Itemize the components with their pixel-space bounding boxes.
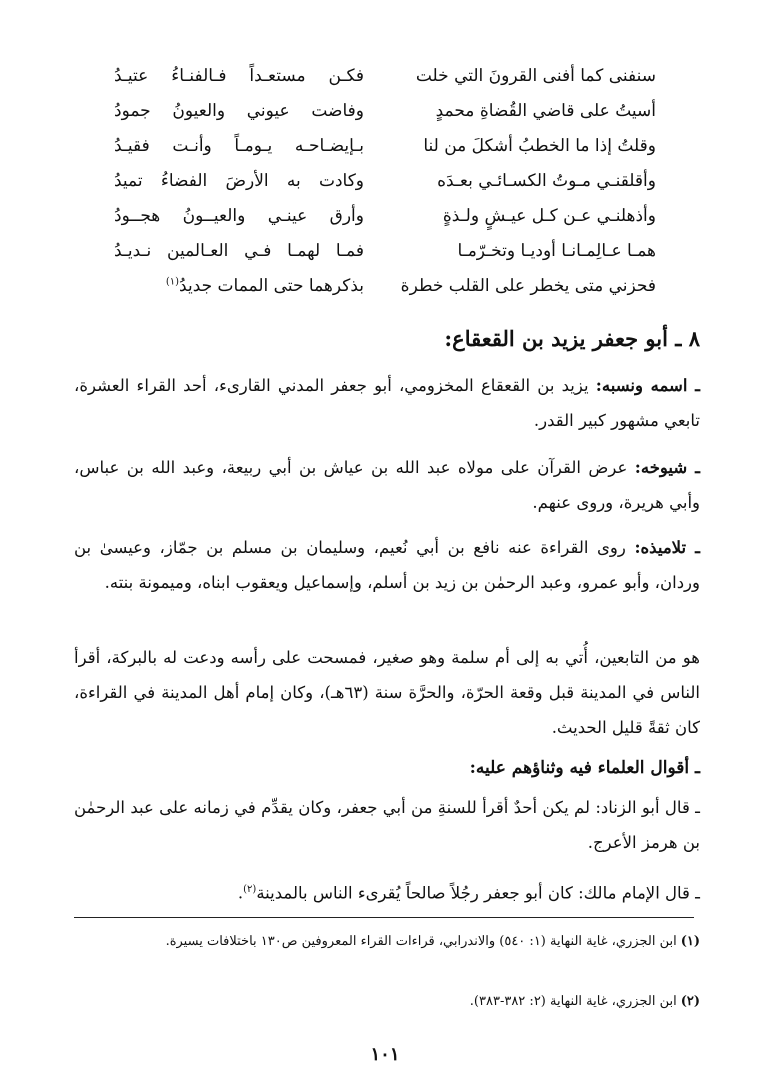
- poem-verse: [110, 128, 656, 163]
- verse-first-hemistich: فحزني متى يخطر على القلب خطرة: [400, 275, 656, 296]
- footnote-number: (٢): [680, 994, 700, 1009]
- footnote-text: ابن الجزري، غاية النهاية (١: ٥٤٠) والاندرابي، قراءات القراء المعروفين ص١٣٠ باختلافات يسيرة.: [165, 934, 677, 949]
- students-paragraph: [74, 530, 700, 600]
- quote-abu-zinad: ـ قال أبو الزناد: لم يكن أحدٌ أقرأ للسنةِ من أبي جعفر، وكان يقدِّم في زمانه على عبد الرحمٰن بن هرمز الأعرج.: [74, 798, 700, 852]
- name-text: يزيد بن القعقاع المخزومي، أبو جعفر المدني القارىء، أحد القراء العشرة، تابعي مشهور كبير القدر.: [74, 376, 700, 430]
- footnote-2: [74, 990, 700, 1014]
- quote-malik-end: .: [237, 883, 244, 903]
- verse-first-hemistich: وأذهلنـي عـن كـل عيـشٍ ولـذةٍ: [442, 205, 656, 226]
- footnote-number: (١): [680, 934, 700, 949]
- quote-malik-text: ـ قال الإمام مالك: كان أبو جعفر رجُلاً صالحاً يُقرىء الناس بالمدينة: [256, 883, 700, 903]
- students-label: ـ تلاميذه:: [634, 538, 700, 557]
- poem-verse: [110, 233, 656, 268]
- praise-subheading: ـ أقوال العلماء فيه وثناؤهم عليه:: [469, 758, 700, 778]
- poem-verse: [110, 198, 656, 233]
- poem-verse: [110, 268, 656, 303]
- verse-first-hemistich: وأقلقنـي مـوتُ الكسـائـي بعـدَه: [437, 170, 656, 191]
- verse-second-hemistich: وأرق عينـي والعيــونُ هجــودُ: [114, 205, 364, 226]
- poem: [110, 58, 656, 303]
- verse-first-hemistich: سنفنى كما أفنى القرونَ التي خلت: [415, 65, 656, 86]
- teachers-paragraph: [74, 450, 700, 520]
- teachers-text: عرض القرآن على مولاه عبد الله بن عياش بن أبي ربيعة، وعبد الله بن عباس، وأبي هريرة، وروى عنهم.: [74, 458, 700, 512]
- footnote-1: [74, 930, 700, 954]
- verse-first-hemistich: همـا عـالِمـانـا أوديـا وتخـرّمـا: [457, 240, 656, 261]
- students-text: روى القراءة عنه نافع بن أبي نُعيم، وسليمان بن مسلم بن جمّاز، وعيسىٰ بن وردان، وأبو عمرو، وعبد الرحمٰن بن زيد بن أسلم، وإسماعيل ويعقوب ابناه، وميمونة بنته.: [74, 538, 700, 592]
- biography-paragraph: هو من التابعين، أُتي به إلى أم سلمة وهو صغير، فمسحت على رأسه ودعت له بالبركة، أقرأ الناس في المدينة قبل وقعة الحرّة، والحرَّة سنة (٦٣هـ)، وكان إمام أهل المدينة في القراءة، كان ثقةً قليل الحديث.: [74, 648, 700, 737]
- footnote-marker[interactable]: (٢): [243, 884, 257, 895]
- footnote-marker[interactable]: (١): [165, 275, 180, 287]
- verse-second-hemistich: [114, 276, 364, 296]
- page-number: ١٠١: [370, 1044, 400, 1065]
- verse-second-hemistich: وكادت به الأرضَ الفضاءُ تميدُ: [114, 170, 364, 191]
- verse-text: بذكرهما حتى الممات جديدُ: [179, 275, 364, 296]
- section-heading: ٨ ـ أبو جعفر يزيد بن القعقاع:: [444, 326, 700, 351]
- verse-second-hemistich: فمـا لهمـا فـي العـالمين نـديـدُ: [114, 240, 364, 261]
- poem-verse: [110, 163, 656, 198]
- name-label: ـ اسمه ونسبه:: [595, 376, 700, 395]
- verse-first-hemistich: وقلتُ إذا ما الخطبُ أشكلَ من لنا: [423, 135, 656, 156]
- quote-malik: [74, 872, 700, 911]
- poem-verse: [110, 58, 656, 93]
- verse-second-hemistich: فكـن مستعـداً فـالفنـاءُ عتيـدُ: [114, 65, 364, 86]
- verse-second-hemistich: بـإيضـاحـه يـومـاً وأنـت فقيـدُ: [114, 135, 364, 156]
- verse-first-hemistich: أسيتُ على قاضي القُضاةِ محمدٍ: [435, 100, 656, 121]
- name-paragraph: [74, 368, 700, 438]
- teachers-label: ـ شيوخه:: [634, 458, 700, 477]
- poem-verse: [110, 93, 656, 128]
- footnote-divider: [74, 917, 694, 918]
- footnote-text: ابن الجزري، غاية النهاية (٢: ٣٨٢-٣٨٣).: [469, 994, 677, 1009]
- verse-second-hemistich: وفاضت عيوني والعيونُ جمودُ: [114, 100, 364, 121]
